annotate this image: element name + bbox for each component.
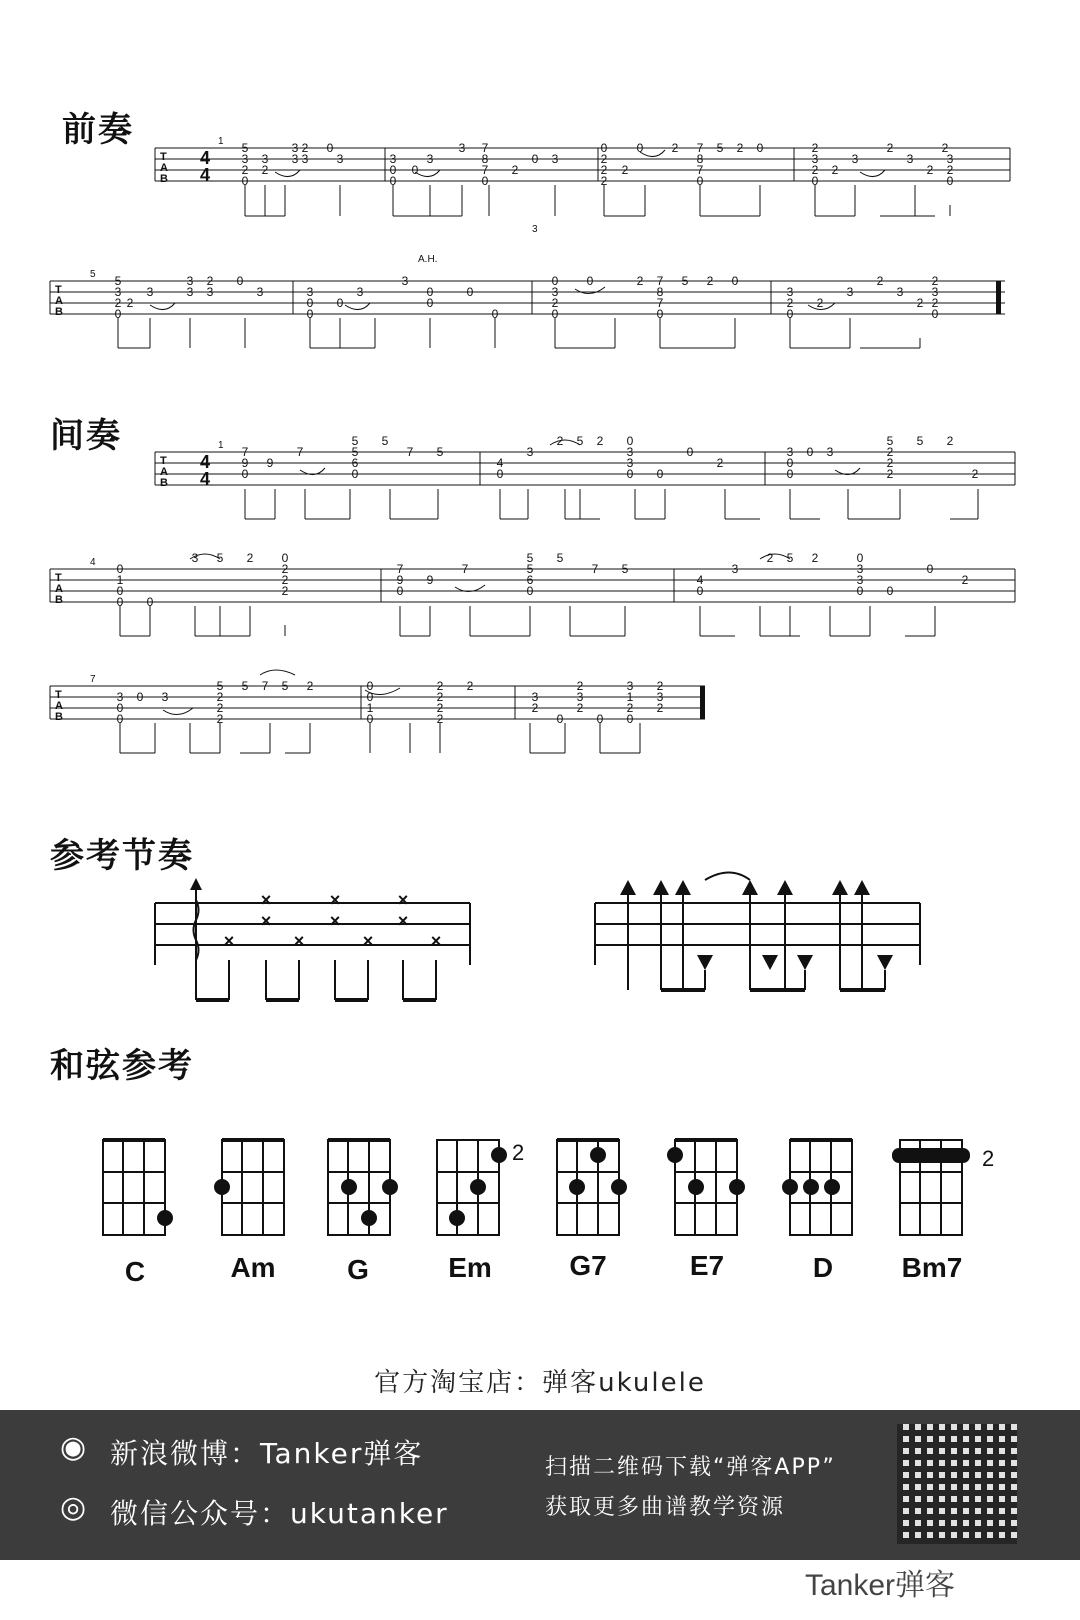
- svg-text:3: 3: [851, 152, 859, 166]
- svg-text:8: 8: [696, 152, 704, 166]
- svg-text:5: 5: [556, 551, 564, 565]
- svg-text:5: 5: [786, 551, 794, 565]
- svg-text:3: 3: [531, 690, 539, 704]
- footer-banner: [0, 1410, 1080, 1560]
- svg-text:0: 0: [481, 174, 489, 188]
- svg-text:7: 7: [481, 141, 489, 155]
- tab-label-a: A: [55, 295, 63, 307]
- svg-text:2: 2: [656, 701, 664, 715]
- shop-info: 官方淘宝店：弹客ukulele: [374, 1368, 706, 1398]
- svg-text:3: 3: [146, 285, 154, 299]
- svg-text:2: 2: [436, 712, 444, 726]
- tab-label-a: A: [55, 700, 63, 712]
- svg-text:3: 3: [401, 274, 409, 288]
- svg-text:2: 2: [596, 434, 604, 448]
- svg-text:×: ×: [293, 931, 305, 951]
- svg-text:0: 0: [491, 307, 499, 321]
- svg-text:0: 0: [306, 296, 314, 310]
- svg-text:2: 2: [656, 679, 664, 693]
- svg-text:2: 2: [261, 163, 269, 177]
- svg-text:6: 6: [351, 456, 359, 470]
- chord-name-c: C: [124, 1256, 146, 1287]
- svg-text:×: ×: [223, 931, 235, 951]
- svg-text:3: 3: [656, 690, 664, 704]
- svg-text:2: 2: [941, 141, 949, 155]
- triplet-mark: 3: [532, 224, 538, 235]
- svg-text:0: 0: [626, 434, 634, 448]
- tab-notation: [0, 0, 1080, 790]
- scan-line2: 获取更多曲谱教学资源: [545, 1495, 786, 1520]
- svg-text:0: 0: [551, 307, 559, 321]
- svg-text:2: 2: [114, 296, 122, 310]
- svg-text:2: 2: [766, 551, 774, 565]
- svg-text:3: 3: [241, 152, 249, 166]
- svg-text:3: 3: [811, 152, 819, 166]
- svg-text:2: 2: [216, 712, 224, 726]
- svg-text:0: 0: [696, 584, 704, 598]
- tab-label-t: T: [160, 151, 167, 163]
- svg-text:2: 2: [436, 679, 444, 693]
- svg-text:2: 2: [811, 551, 819, 565]
- svg-text:7: 7: [406, 445, 414, 459]
- tab-label-b: B: [55, 306, 63, 318]
- svg-text:0: 0: [806, 445, 814, 459]
- tab-label-b: B: [160, 477, 168, 489]
- chord-fret-bm7: 2: [982, 1146, 995, 1171]
- svg-text:0: 0: [600, 141, 608, 155]
- svg-text:2: 2: [281, 562, 289, 576]
- svg-text:0: 0: [396, 584, 404, 598]
- harmonic-annotation: A.H.: [418, 254, 438, 265]
- svg-text:2: 2: [926, 163, 934, 177]
- svg-text:0: 0: [241, 467, 249, 481]
- svg-text:2: 2: [206, 274, 214, 288]
- svg-text:3: 3: [114, 285, 122, 299]
- weibo-icon: ◉: [60, 1430, 87, 1465]
- svg-text:3: 3: [336, 152, 344, 166]
- svg-text:3: 3: [389, 152, 397, 166]
- svg-text:0: 0: [636, 141, 644, 155]
- svg-text:7: 7: [396, 562, 404, 576]
- svg-text:3: 3: [161, 690, 169, 704]
- svg-text:2: 2: [576, 679, 584, 693]
- svg-text:7: 7: [656, 296, 664, 310]
- svg-text:2: 2: [916, 296, 924, 310]
- svg-text:7: 7: [461, 562, 469, 576]
- svg-text:0: 0: [116, 701, 124, 715]
- svg-text:×: ×: [329, 890, 341, 910]
- svg-text:0: 0: [946, 174, 954, 188]
- svg-text:7: 7: [241, 445, 249, 459]
- svg-text:7: 7: [591, 562, 599, 576]
- svg-text:2: 2: [551, 296, 559, 310]
- svg-text:0: 0: [811, 174, 819, 188]
- svg-text:0: 0: [426, 285, 434, 299]
- svg-text:7: 7: [296, 445, 304, 459]
- svg-text:3: 3: [458, 141, 466, 155]
- tab-label-t: T: [55, 572, 62, 584]
- chord-name-g: G: [347, 1254, 369, 1285]
- svg-text:1: 1: [366, 701, 374, 715]
- svg-text:2: 2: [671, 141, 679, 155]
- svg-text:5: 5: [241, 141, 249, 155]
- svg-text:0: 0: [856, 551, 864, 565]
- svg-text:3: 3: [301, 152, 309, 166]
- svg-text:0: 0: [116, 712, 124, 726]
- svg-text:0: 0: [856, 584, 864, 598]
- svg-text:0: 0: [336, 296, 344, 310]
- weibo-text: 新浪微博：Tanker弹客: [110, 1437, 424, 1470]
- svg-text:0: 0: [116, 584, 124, 598]
- measure-number: 7: [90, 674, 96, 685]
- svg-text:1: 1: [626, 690, 634, 704]
- chord-name-d: D: [812, 1252, 834, 1283]
- svg-text:0: 0: [656, 307, 664, 321]
- svg-text:3: 3: [626, 445, 634, 459]
- svg-text:0: 0: [786, 467, 794, 481]
- svg-text:5: 5: [281, 679, 289, 693]
- svg-text:×: ×: [430, 931, 442, 951]
- svg-text:5: 5: [351, 445, 359, 459]
- chord-name-e7: E7: [689, 1250, 725, 1281]
- svg-text:×: ×: [260, 911, 272, 931]
- svg-text:2: 2: [961, 573, 969, 587]
- svg-text:5: 5: [916, 434, 924, 448]
- svg-text:1: 1: [116, 573, 124, 587]
- svg-text:0: 0: [411, 163, 419, 177]
- tab-label-b: B: [160, 173, 168, 185]
- chords-title: 和弦参考: [50, 1046, 194, 1086]
- svg-text:0: 0: [586, 274, 594, 288]
- svg-text:2: 2: [946, 434, 954, 448]
- chord-name-bm7: Bm7: [901, 1252, 963, 1283]
- svg-text:2: 2: [246, 551, 254, 565]
- svg-text:7: 7: [261, 679, 269, 693]
- svg-text:3: 3: [906, 152, 914, 166]
- svg-text:0: 0: [326, 141, 334, 155]
- svg-text:5: 5: [716, 141, 724, 155]
- svg-text:5: 5: [381, 434, 389, 448]
- svg-text:0: 0: [241, 174, 249, 188]
- svg-text:2: 2: [531, 701, 539, 715]
- svg-text:2: 2: [886, 456, 894, 470]
- wechat-text: 微信公众号：ukutanker: [110, 1497, 449, 1530]
- interlude-title: 间奏: [50, 416, 122, 456]
- svg-text:0: 0: [389, 163, 397, 177]
- svg-text:7: 7: [696, 141, 704, 155]
- svg-text:3: 3: [856, 562, 864, 576]
- svg-text:0: 0: [886, 584, 894, 598]
- scan-line1: 扫描二维码下载“弹客APP”: [545, 1455, 836, 1480]
- svg-text:8: 8: [656, 285, 664, 299]
- svg-text:5: 5: [436, 445, 444, 459]
- chord-fret-em: 2: [512, 1140, 525, 1165]
- svg-text:2: 2: [306, 679, 314, 693]
- svg-text:2: 2: [971, 467, 979, 481]
- svg-text:3: 3: [576, 690, 584, 704]
- qr-code-icon: [897, 1424, 1017, 1544]
- svg-text:5: 5: [576, 434, 584, 448]
- svg-text:2: 2: [716, 456, 724, 470]
- svg-text:3: 3: [256, 285, 264, 299]
- svg-text:0: 0: [931, 307, 939, 321]
- svg-text:3: 3: [856, 573, 864, 587]
- svg-text:0: 0: [596, 712, 604, 726]
- svg-text:2: 2: [831, 163, 839, 177]
- svg-text:0: 0: [306, 307, 314, 321]
- svg-text:0: 0: [281, 551, 289, 565]
- svg-text:8: 8: [481, 152, 489, 166]
- svg-text:×: ×: [329, 911, 341, 931]
- svg-text:2: 2: [886, 445, 894, 459]
- tab-label-t: T: [160, 455, 167, 467]
- svg-text:9: 9: [266, 456, 274, 470]
- tab-label-a: A: [160, 162, 168, 174]
- svg-text:0: 0: [116, 562, 124, 576]
- svg-text:0: 0: [626, 712, 634, 726]
- svg-text:0: 0: [551, 274, 559, 288]
- svg-text:2: 2: [216, 701, 224, 715]
- svg-text:0: 0: [926, 562, 934, 576]
- measure-number: 1: [218, 440, 224, 451]
- svg-text:0: 0: [531, 152, 539, 166]
- svg-text:0: 0: [136, 690, 144, 704]
- svg-text:4: 4: [696, 573, 704, 587]
- svg-text:2: 2: [600, 163, 608, 177]
- svg-text:2: 2: [876, 274, 884, 288]
- svg-text:0: 0: [556, 712, 564, 726]
- svg-text:3: 3: [731, 562, 739, 576]
- measure-number: 1: [218, 136, 224, 147]
- svg-text:5: 5: [351, 434, 359, 448]
- svg-text:2: 2: [931, 296, 939, 310]
- svg-text:7: 7: [696, 163, 704, 177]
- svg-text:2: 2: [511, 163, 519, 177]
- svg-text:0: 0: [786, 307, 794, 321]
- svg-text:3: 3: [626, 679, 634, 693]
- svg-text:2: 2: [436, 701, 444, 715]
- watermark: Tanker弹客: [805, 1569, 956, 1602]
- svg-text:2: 2: [786, 296, 794, 310]
- svg-text:2: 2: [816, 296, 824, 310]
- chord-name-em: Em: [448, 1252, 492, 1283]
- svg-text:2: 2: [886, 467, 894, 481]
- svg-text:2: 2: [621, 163, 629, 177]
- svg-text:0: 0: [526, 584, 534, 598]
- svg-text:0: 0: [466, 285, 474, 299]
- svg-text:2: 2: [281, 584, 289, 598]
- svg-text:5: 5: [526, 562, 534, 576]
- measure-number: 4: [90, 557, 96, 568]
- tab-label-t: T: [55, 284, 62, 296]
- svg-text:3: 3: [896, 285, 904, 299]
- svg-text:×: ×: [397, 911, 409, 931]
- svg-text:3: 3: [551, 285, 559, 299]
- svg-text:3: 3: [306, 285, 314, 299]
- tab-label-a: A: [55, 583, 63, 595]
- svg-text:3: 3: [191, 551, 199, 565]
- svg-text:2: 2: [436, 690, 444, 704]
- time-sig-bottom: 4: [200, 165, 211, 185]
- svg-text:0: 0: [146, 595, 154, 609]
- svg-text:0: 0: [116, 595, 124, 609]
- svg-text:2: 2: [736, 141, 744, 155]
- tab-label-a: A: [160, 466, 168, 478]
- svg-text:0: 0: [626, 467, 634, 481]
- svg-text:3: 3: [186, 274, 194, 288]
- svg-text:2: 2: [600, 152, 608, 166]
- svg-text:5: 5: [216, 679, 224, 693]
- intro-title: 前奏: [62, 110, 134, 150]
- svg-text:2: 2: [811, 163, 819, 177]
- svg-text:3: 3: [186, 285, 194, 299]
- svg-text:0: 0: [389, 174, 397, 188]
- time-sig-top: 4: [200, 452, 211, 472]
- svg-text:5: 5: [114, 274, 122, 288]
- svg-text:5: 5: [681, 274, 689, 288]
- svg-text:0: 0: [696, 174, 704, 188]
- svg-text:9: 9: [396, 573, 404, 587]
- svg-text:0: 0: [366, 690, 374, 704]
- svg-text:5: 5: [886, 434, 894, 448]
- svg-text:0: 0: [114, 307, 122, 321]
- svg-text:2: 2: [126, 296, 134, 310]
- chord-name-g7: G7: [569, 1250, 607, 1281]
- svg-text:5: 5: [216, 551, 224, 565]
- svg-text:3: 3: [826, 445, 834, 459]
- svg-text:3: 3: [846, 285, 854, 299]
- svg-text:0: 0: [236, 274, 244, 288]
- svg-text:0: 0: [731, 274, 739, 288]
- svg-text:3: 3: [786, 285, 794, 299]
- svg-text:3: 3: [786, 445, 794, 459]
- svg-text:0: 0: [686, 445, 694, 459]
- svg-text:5: 5: [241, 679, 249, 693]
- svg-text:3: 3: [426, 152, 434, 166]
- svg-text:0: 0: [351, 467, 359, 481]
- svg-text:3: 3: [291, 152, 299, 166]
- svg-text:7: 7: [481, 163, 489, 177]
- svg-text:2: 2: [241, 163, 249, 177]
- svg-text:2: 2: [216, 690, 224, 704]
- svg-text:5: 5: [621, 562, 629, 576]
- svg-text:3: 3: [206, 285, 214, 299]
- tab-label-b: B: [55, 711, 63, 723]
- svg-text:3: 3: [356, 285, 364, 299]
- svg-text:2: 2: [886, 141, 894, 155]
- svg-text:×: ×: [362, 931, 374, 951]
- wechat-icon: ◎: [60, 1490, 87, 1525]
- svg-text:2: 2: [281, 573, 289, 587]
- svg-text:6: 6: [526, 573, 534, 587]
- svg-text:3: 3: [291, 141, 299, 155]
- svg-text:2: 2: [636, 274, 644, 288]
- svg-text:0: 0: [366, 679, 374, 693]
- svg-text:5: 5: [526, 551, 534, 565]
- svg-text:2: 2: [706, 274, 714, 288]
- svg-text:2: 2: [556, 434, 564, 448]
- svg-text:3: 3: [261, 152, 269, 166]
- svg-text:2: 2: [466, 679, 474, 693]
- svg-text:9: 9: [426, 573, 434, 587]
- svg-text:3: 3: [931, 285, 939, 299]
- svg-text:2: 2: [301, 141, 309, 155]
- svg-text:2: 2: [600, 174, 608, 188]
- svg-text:2: 2: [931, 274, 939, 288]
- svg-text:9: 9: [241, 456, 249, 470]
- svg-text:3: 3: [626, 456, 634, 470]
- svg-text:0: 0: [496, 467, 504, 481]
- time-sig-bottom: 4: [200, 469, 211, 489]
- svg-text:0: 0: [786, 456, 794, 470]
- svg-text:7: 7: [656, 274, 664, 288]
- svg-text:3: 3: [526, 445, 534, 459]
- svg-text:3: 3: [116, 690, 124, 704]
- svg-text:2: 2: [626, 701, 634, 715]
- svg-text:2: 2: [811, 141, 819, 155]
- svg-text:2: 2: [576, 701, 584, 715]
- chord-name-am: Am: [230, 1252, 276, 1283]
- svg-text:3: 3: [946, 152, 954, 166]
- tab-label-b: B: [55, 594, 63, 606]
- svg-text:2: 2: [946, 163, 954, 177]
- svg-text:4: 4: [496, 456, 504, 470]
- svg-text:×: ×: [260, 890, 272, 910]
- rhythm-title: 参考节奏: [50, 836, 194, 876]
- measure-number: 5: [90, 269, 96, 280]
- svg-text:3: 3: [551, 152, 559, 166]
- svg-text:0: 0: [656, 467, 664, 481]
- svg-text:0: 0: [756, 141, 764, 155]
- time-sig-top: 4: [200, 148, 211, 168]
- tab-label-t: T: [55, 689, 62, 701]
- svg-text:×: ×: [397, 890, 409, 910]
- svg-text:0: 0: [366, 712, 374, 726]
- svg-text:0: 0: [426, 296, 434, 310]
